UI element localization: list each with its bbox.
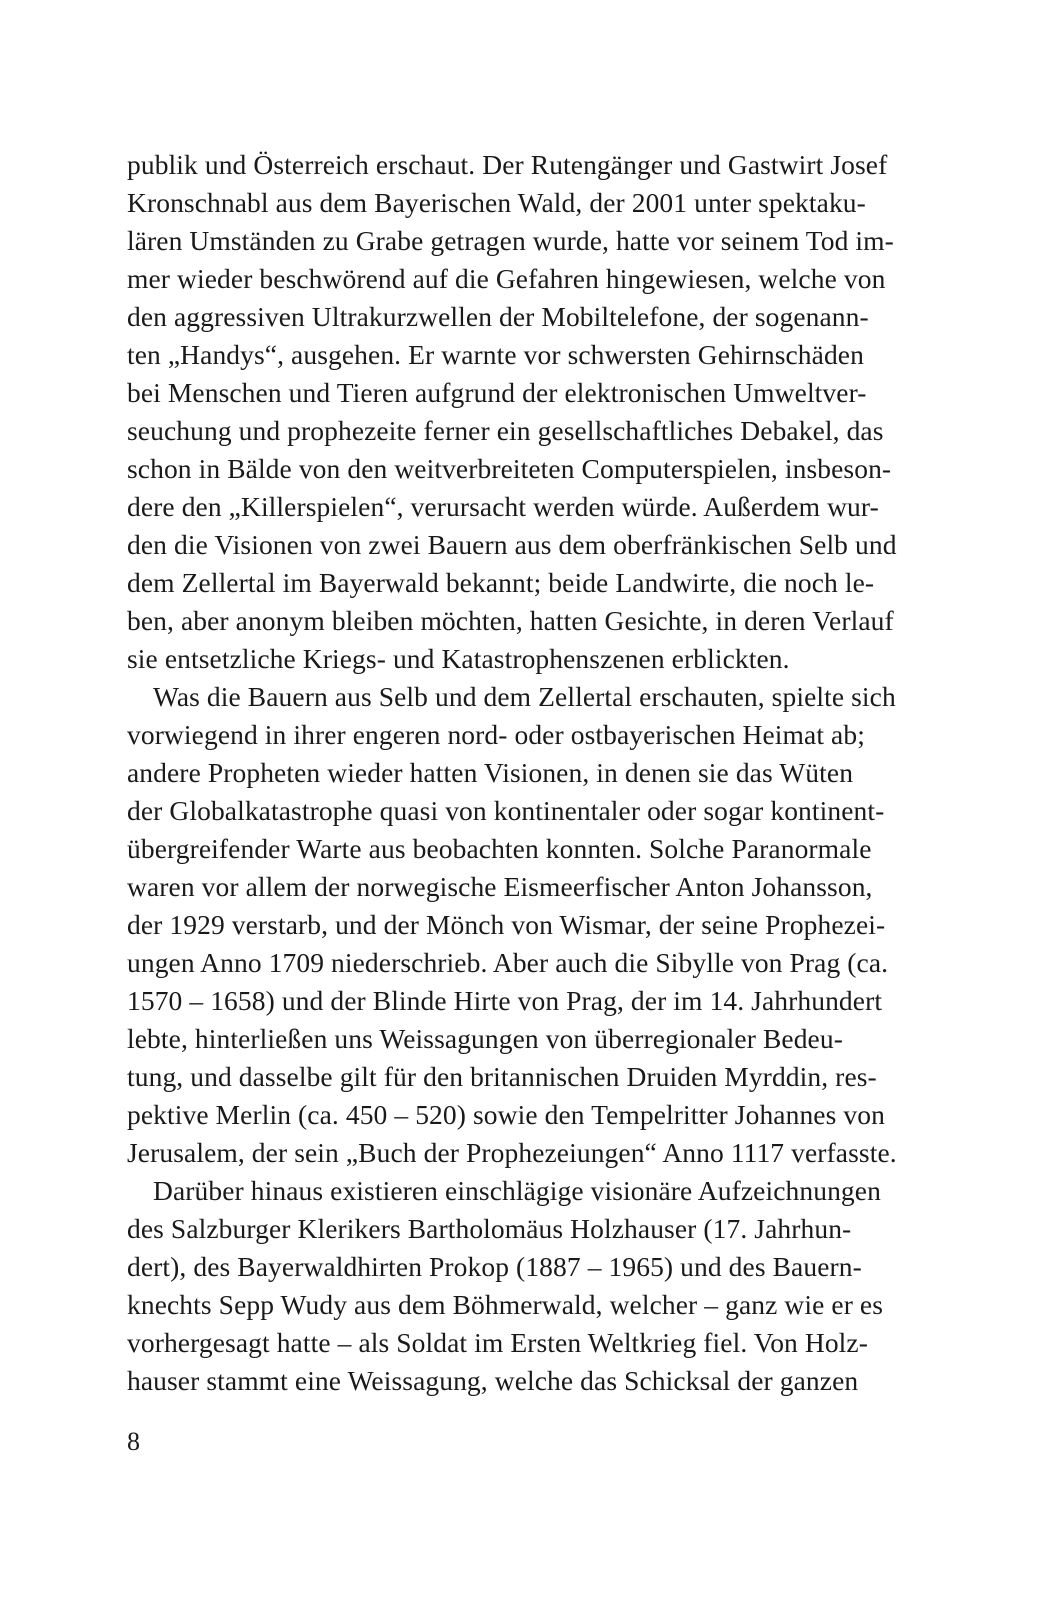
- text-line: dere den „Killerspielen“, verursacht werden würde. Außerdem wur-: [127, 491, 879, 522]
- text-line: ben, aber anonym bleiben möchten, hatten Gesichte, in deren Verlauf: [127, 605, 894, 636]
- text-line: übergreifender Warte aus beobachten konnten. Solche Paranormale: [127, 833, 872, 864]
- text-line: lären Umständen zu Grabe getragen wurde, hatte vor seinem Tod im-: [127, 225, 894, 256]
- text-line: lebte, hinterließen uns Weissagungen von überregionaler Bedeu-: [127, 1023, 843, 1054]
- text-line: vorhergesagt hatte – als Soldat im Ersten Weltkrieg fiel. Von Holz-: [127, 1327, 868, 1358]
- page-number: 8: [127, 1427, 140, 1456]
- text-line: dem Zellertal im Bayerwald bekannt; beide Landwirte, die noch le-: [127, 567, 875, 598]
- text-line: seuchung und prophezeite ferner ein gesellschaftliches Debakel, das: [127, 415, 884, 446]
- text-line: des Salzburger Klerikers Bartholomäus Holzhauser (17. Jahrhun-: [127, 1213, 852, 1244]
- text-line: tung, und dasselbe gilt für den britannischen Druiden Myrddin, res-: [127, 1061, 877, 1092]
- text-line: vorwiegend in ihrer engeren nord- oder ostbayerischen Heimat ab;: [127, 719, 865, 750]
- text-line: hauser stammt eine Weissagung, welche das Schicksal der ganzen: [127, 1365, 859, 1396]
- text-line: schon in Bälde von den weitverbreiteten Computerspielen, insbeson-: [127, 453, 892, 484]
- text-line: sie entsetzliche Kriegs- und Katastrophenszenen erblickten.: [127, 643, 790, 674]
- text-line: publik und Österreich erschaut. Der Rutengänger und Gastwirt Josef: [127, 149, 888, 180]
- text-line: ten „Handys“, ausgehen. Er warnte vor schwersten Gehirnschäden: [127, 339, 864, 370]
- text-line: andere Propheten wieder hatten Visionen, in denen sie das Wüten: [127, 757, 854, 788]
- text-line: knechts Sepp Wudy aus dem Böhmerwald, welcher – ganz wie er es: [127, 1289, 884, 1320]
- text-line: Was die Bauern aus Selb und dem Zellertal erschauten, spielte sich: [153, 681, 896, 712]
- text-line: waren vor allem der norwegische Eismeerfischer Anton Johansson,: [127, 871, 873, 902]
- text-line: den aggressiven Ultrakurzwellen der Mobiltelefone, der sogenann-: [127, 301, 869, 332]
- text-line: mer wieder beschwörend auf die Gefahren hingewiesen, welche von: [127, 263, 886, 294]
- text-line: pektive Merlin (ca. 450 – 520) sowie den Tempelritter Johannes von: [127, 1099, 885, 1130]
- text-line: ungen Anno 1709 niederschrieb. Aber auch die Sibylle von Prag (ca.: [127, 947, 889, 978]
- text-line: der 1929 verstarb, und der Mönch von Wismar, der seine Prophezei-: [127, 909, 886, 940]
- text-line: bei Menschen und Tieren aufgrund der elektronischen Umweltver-: [127, 377, 867, 408]
- text-line: den die Visionen von zwei Bauern aus dem oberfränkischen Selb und: [127, 529, 897, 560]
- text-line: der Globalkatastrophe quasi von kontinentaler oder sogar kontinent-: [127, 795, 885, 826]
- text-line: Jerusalem, der sein „Buch der Prophezeiungen“ Anno 1117 verfasste.: [127, 1137, 897, 1168]
- text-line: Kronschnabl aus dem Bayerischen Wald, der 2001 unter spektaku-: [127, 187, 866, 218]
- text-line: dert), des Bayerwaldhirten Prokop (1887 – 1965) und des Bauern-: [127, 1251, 862, 1282]
- text-line: 1570 – 1658) und der Blinde Hirte von Prag, der im 14. Jahrhundert: [127, 985, 883, 1016]
- body-text-block: [127, 146, 917, 1400]
- text-line: Darüber hinaus existieren einschlägige visionäre Aufzeichnungen: [153, 1175, 881, 1206]
